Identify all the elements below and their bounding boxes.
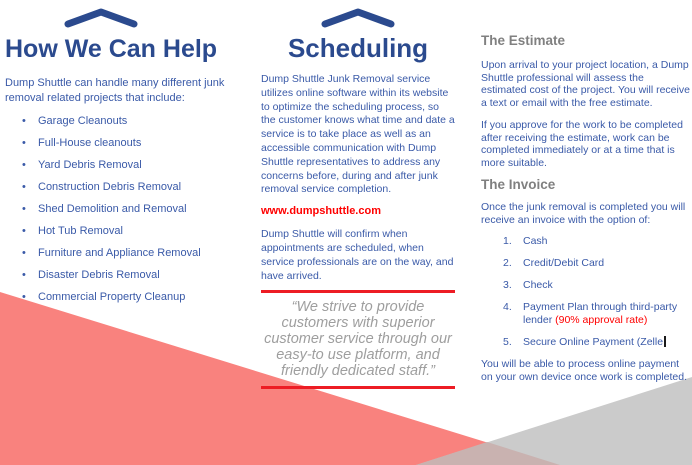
customer-service-quote: “We strive to provide customers with superior customer service through our easy-to use platform, and friendly dedicated staff.”: [264, 299, 452, 380]
quote-block: [261, 290, 455, 389]
chevron-icon: [63, 7, 139, 29]
list-item: [503, 235, 692, 248]
website-link[interactable]: www.dumpshuttle.com: [261, 205, 381, 218]
item-number: 5.: [503, 336, 512, 348]
list-item: • Commercial Property Cleanup: [5, 290, 238, 304]
invoice-title: The Invoice: [481, 177, 556, 192]
item-number: 2.: [503, 257, 512, 269]
item-label: Cash: [523, 235, 548, 247]
confirmation-paragraph: Dump Shuttle will confirm when appointments are scheduled, when service professionals are on the way, and have arrived.: [261, 228, 454, 282]
text-cursor[interactable]: [664, 336, 666, 347]
list-item: [503, 301, 692, 327]
middle-column-title: Scheduling: [287, 33, 429, 63]
list-item: • Shed Demolition and Removal: [5, 202, 238, 216]
services-list: [5, 114, 238, 304]
estimate-paragraph-2: If you approve for the work to be completed after receiving the estimate, work can be completed immediately or at a time that is more suitable.: [481, 119, 683, 169]
list-item: • Disaster Debris Removal: [5, 268, 238, 282]
list-item: • Garage Cleanouts: [5, 114, 238, 128]
item-number: 3.: [503, 279, 512, 291]
column-how-we-can-help: [5, 7, 238, 312]
list-item: [503, 257, 692, 270]
left-column-intro: Dump Shuttle can handle many different junk removal related projects that include:: [5, 77, 225, 104]
column-estimate-invoice: [481, 33, 692, 383]
list-item: • Full-House cleanouts: [5, 136, 238, 150]
list-item: • Hot Tub Removal: [5, 224, 238, 238]
list-item: [503, 336, 692, 349]
estimate-title: The Estimate: [481, 33, 566, 48]
payment-options-list: [481, 235, 692, 349]
item-label: Credit/Debit Card: [523, 257, 605, 269]
item-number: 1.: [503, 235, 512, 247]
item-number: 4.: [503, 301, 512, 313]
chevron-icon: [320, 7, 396, 29]
item-label: Secure Online Payment (Zelle: [523, 336, 666, 349]
closing-paragraph: You will be able to process online payment on your own device once work is completed.: [481, 358, 688, 383]
list-item: • Yard Debris Removal: [5, 158, 238, 172]
list-item: • Construction Debris Removal: [5, 180, 238, 194]
scheduling-paragraph: Dump Shuttle Junk Removal service utilizes online software within its website to optimize the scheduling process, so the customer knows what time and date a service is to take place as well as an accessible communication with Dump Shuttle representatives to address any concerns before, during and after junk removal service completion.: [261, 73, 455, 196]
approval-rate-note: (90% approval rate): [555, 314, 648, 326]
estimate-paragraph-1: Upon arrival to your project location, a Dump Shuttle professional will assess the estimated cost of the project. You will receive a text or email with the free estimate.: [481, 59, 690, 109]
item-label: Check: [523, 279, 553, 291]
list-item: • Furniture and Appliance Removal: [5, 246, 238, 260]
list-item: [503, 279, 692, 292]
invoice-intro: Once the junk removal is completed you will receive an invoice with the option of:: [481, 201, 686, 226]
item-label: Payment Plan through third-party lender (90% approval rate): [523, 301, 678, 326]
left-column-title: How We Can Help: [5, 35, 218, 63]
column-scheduling: [261, 7, 455, 389]
